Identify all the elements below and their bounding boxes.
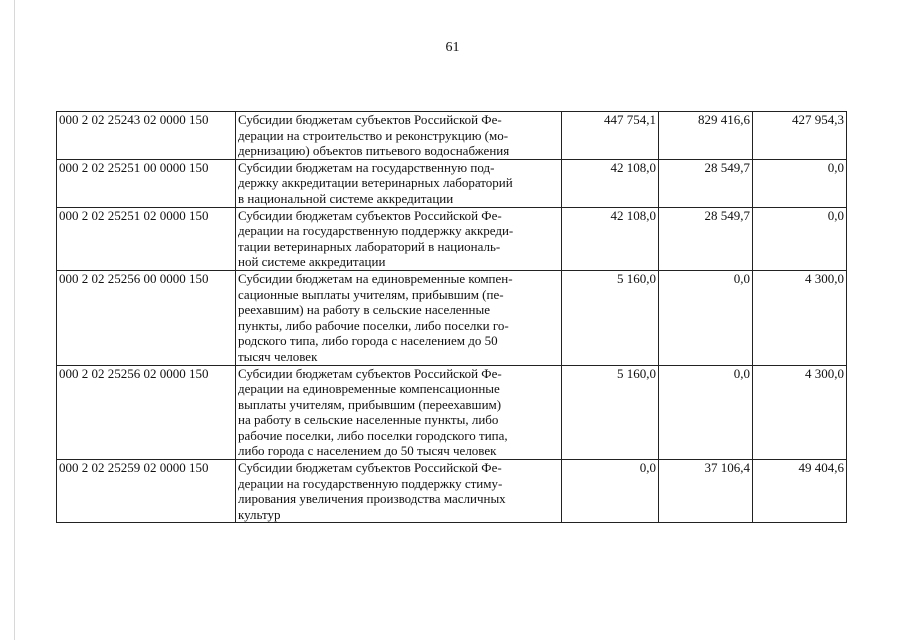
description-line: родского типа, либо города с населением до 50	[238, 333, 498, 349]
description-line: либо города с населением до 50 тысяч человек	[238, 443, 497, 459]
amount-cell-3: 0,0	[753, 207, 847, 270]
description-cell	[236, 460, 562, 523]
description-line: дерации на строительство и реконструкцию (мо-	[238, 127, 509, 143]
description-line: дерации на государственную поддержку аккреди-	[238, 223, 514, 239]
budget-code-cell: 000 2 02 25251 02 0000 150	[57, 207, 236, 270]
description-line: в национальной системе аккредитации	[238, 190, 454, 206]
budget-code-cell: 000 2 02 25243 02 0000 150	[57, 112, 236, 160]
amount-cell-1: 0,0	[562, 460, 659, 523]
budget-code-cell: 000 2 02 25256 00 0000 150	[57, 270, 236, 365]
description-line: дерации на единовременные компенсационные	[238, 381, 500, 397]
amount-cell-2: 28 549,7	[659, 207, 753, 270]
table-row	[57, 112, 847, 160]
description-line: Субсидии бюджетам субъектов Российской Фе-	[238, 207, 502, 223]
budget-code-cell: 000 2 02 25259 02 0000 150	[57, 460, 236, 523]
description-line: Субсидии бюджетам на единовременные компен-	[238, 270, 513, 286]
scan-edge-line	[14, 0, 15, 640]
amount-cell-1: 447 754,1	[562, 112, 659, 160]
amount-cell-2: 0,0	[659, 365, 753, 460]
amount-cell-3: 0,0	[753, 159, 847, 207]
page-number: 61	[445, 40, 460, 55]
amount-cell-2: 829 416,6	[659, 112, 753, 160]
table-row	[57, 207, 847, 270]
description-line: на работу в сельские населенные пункты, либо	[238, 412, 499, 428]
description-line: дерации на государственную поддержку стиму-	[238, 475, 503, 491]
amount-cell-3: 4 300,0	[753, 270, 847, 365]
description-line: пункты, либо рабочие поселки, либо поселки го-	[238, 317, 509, 333]
description-line: держку аккредитации ветеринарных лабораторий	[238, 175, 513, 191]
budget-table	[56, 111, 847, 523]
description-line: рабочие поселки, либо поселки городского типа,	[238, 427, 508, 443]
budget-code-cell: 000 2 02 25256 02 0000 150	[57, 365, 236, 460]
amount-cell-2: 0,0	[659, 270, 753, 365]
description-line: Субсидии бюджетам на государственную под-	[238, 159, 495, 175]
description-cell	[236, 159, 562, 207]
amount-cell-3: 4 300,0	[753, 365, 847, 460]
description-line: реехавшим) на работу в сельские населенные	[238, 302, 490, 318]
description-line: тысяч человек	[238, 348, 318, 364]
amount-cell-1: 5 160,0	[562, 365, 659, 460]
table-row	[57, 460, 847, 523]
description-line: сационные выплаты учителям, прибывшим (пе-	[238, 286, 504, 302]
description-line: культур	[238, 506, 281, 522]
table-body	[57, 112, 847, 523]
description-cell	[236, 270, 562, 365]
table-row	[57, 159, 847, 207]
description-line: Субсидии бюджетам субъектов Российской Фе-	[238, 460, 502, 476]
description-cell	[236, 112, 562, 160]
amount-cell-3: 427 954,3	[753, 112, 847, 160]
description-line: Субсидии бюджетам субъектов Российской Фе-	[238, 112, 502, 127]
budget-code-cell: 000 2 02 25251 00 0000 150	[57, 159, 236, 207]
amount-cell-1: 5 160,0	[562, 270, 659, 365]
table-row	[57, 365, 847, 460]
description-line: лирования увеличения производства масличных	[238, 491, 506, 507]
description-line: выплаты учителям, прибывшим (переехавшим)	[238, 396, 502, 412]
description-line: ной системе аккредитации	[238, 254, 386, 270]
amount-cell-2: 28 549,7	[659, 159, 753, 207]
amount-cell-3: 49 404,6	[753, 460, 847, 523]
description-cell	[236, 365, 562, 460]
amount-cell-1: 42 108,0	[562, 159, 659, 207]
description-line: тации ветеринарных лабораторий в националь-	[238, 238, 501, 254]
amount-cell-2: 37 106,4	[659, 460, 753, 523]
description-cell	[236, 207, 562, 270]
description-line: Субсидии бюджетам субъектов Российской Фе-	[238, 365, 502, 381]
amount-cell-1: 42 108,0	[562, 207, 659, 270]
table-row	[57, 270, 847, 365]
description-line: дернизацию) объектов питьевого водоснабжения	[238, 143, 510, 159]
